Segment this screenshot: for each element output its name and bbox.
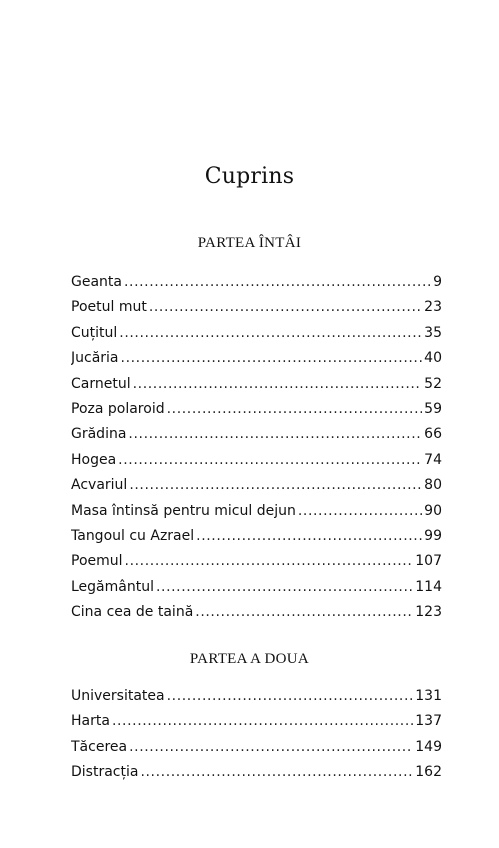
toc-entry bbox=[71, 321, 442, 346]
toc-entry-title: Tăcerea bbox=[71, 738, 128, 755]
dot-leader bbox=[196, 524, 422, 549]
dot-leader bbox=[129, 735, 413, 760]
toc-entry-page-number: 90 bbox=[424, 502, 442, 519]
toc-entry bbox=[71, 735, 442, 760]
toc-entry bbox=[71, 422, 442, 447]
toc-entry-title: Tangoul cu Azrael bbox=[71, 527, 195, 544]
dot-leader bbox=[118, 448, 422, 473]
dot-leader bbox=[149, 295, 422, 320]
toc-entry bbox=[71, 473, 442, 498]
part-heading-1: PARTEA ÎNTÂI bbox=[197, 235, 302, 251]
toc-entry-title: Jucăria bbox=[71, 350, 119, 367]
toc-entry bbox=[71, 709, 442, 734]
dot-leader bbox=[140, 760, 413, 785]
toc-entry-title: Masa întinsă pentru micul dejun bbox=[71, 502, 296, 519]
toc-entry-page-number: 59 bbox=[424, 400, 442, 417]
toc-entry-page-number: 162 bbox=[415, 764, 442, 781]
dot-leader bbox=[125, 549, 414, 574]
toc-entry-title: Harta bbox=[71, 713, 110, 730]
toc-entry bbox=[71, 760, 442, 785]
toc-entry bbox=[71, 346, 442, 371]
toc-entry-title: Carnetul bbox=[71, 375, 131, 392]
toc-entry-page-number: 35 bbox=[424, 324, 442, 341]
toc-entry-page-number: 9 bbox=[433, 274, 442, 290]
toc-entry-title: Acvariul bbox=[71, 477, 128, 494]
toc-entry-page-number: 52 bbox=[424, 375, 442, 392]
toc-entry bbox=[71, 600, 442, 625]
toc-entry-page-number: 74 bbox=[424, 451, 442, 468]
dot-leader bbox=[167, 397, 423, 422]
part-heading-2: PARTEA A DOUA bbox=[189, 651, 310, 667]
toc-entry-title: Legământul bbox=[71, 578, 154, 595]
toc-entry-title: Grădina bbox=[71, 426, 127, 443]
dot-leader bbox=[133, 372, 423, 397]
dot-leader bbox=[298, 499, 422, 524]
toc-entry bbox=[71, 524, 442, 549]
toc-entry-page-number: 107 bbox=[415, 553, 442, 570]
toc-entry bbox=[71, 270, 442, 295]
toc-entry-title: Poetul mut bbox=[71, 299, 147, 316]
toc-entry-title: Hogea bbox=[71, 451, 117, 468]
toc-entry-title: Distracția bbox=[71, 764, 139, 781]
page-title: Cuprins bbox=[204, 164, 295, 189]
toc-entry-title: Cuțitul bbox=[71, 324, 118, 341]
dot-leader bbox=[124, 270, 431, 295]
toc-entry-page-number: 23 bbox=[424, 299, 442, 316]
toc-list-part-1 bbox=[71, 270, 442, 625]
toc-entry-page-number: 149 bbox=[415, 738, 442, 755]
toc-entry-title: Poza polaroid bbox=[71, 400, 165, 417]
toc-entry-title: Geanta bbox=[71, 274, 122, 290]
toc-entry-page-number: 66 bbox=[424, 426, 442, 443]
toc-entry-title: Universitatea bbox=[71, 688, 165, 704]
dot-leader bbox=[128, 422, 422, 447]
toc-entry bbox=[71, 397, 442, 422]
dot-leader bbox=[119, 321, 422, 346]
toc-entry-page-number: 80 bbox=[424, 477, 442, 494]
dot-leader bbox=[195, 600, 413, 625]
toc-entry-page-number: 40 bbox=[424, 350, 442, 367]
toc-entry bbox=[71, 295, 442, 320]
toc-entry bbox=[71, 499, 442, 524]
toc-entry-title: Poemul bbox=[71, 553, 123, 570]
toc-entry bbox=[71, 575, 442, 600]
toc-entry-title: Cina cea de taină bbox=[71, 604, 194, 621]
dot-leader bbox=[121, 346, 423, 371]
dot-leader bbox=[129, 473, 422, 498]
toc-entry bbox=[71, 448, 442, 473]
toc-list-part-2 bbox=[71, 684, 442, 786]
dot-leader bbox=[156, 575, 413, 600]
toc-entry-page-number: 131 bbox=[415, 688, 442, 704]
toc-entry-page-number: 137 bbox=[415, 713, 442, 730]
toc-entry-page-number: 123 bbox=[415, 604, 442, 621]
dot-leader bbox=[112, 709, 413, 734]
toc-entry bbox=[71, 684, 442, 709]
dot-leader bbox=[167, 684, 414, 709]
toc-entry bbox=[71, 549, 442, 574]
toc-entry-page-number: 99 bbox=[424, 527, 442, 544]
toc-entry-page-number: 114 bbox=[415, 578, 442, 595]
toc-entry bbox=[71, 372, 442, 397]
